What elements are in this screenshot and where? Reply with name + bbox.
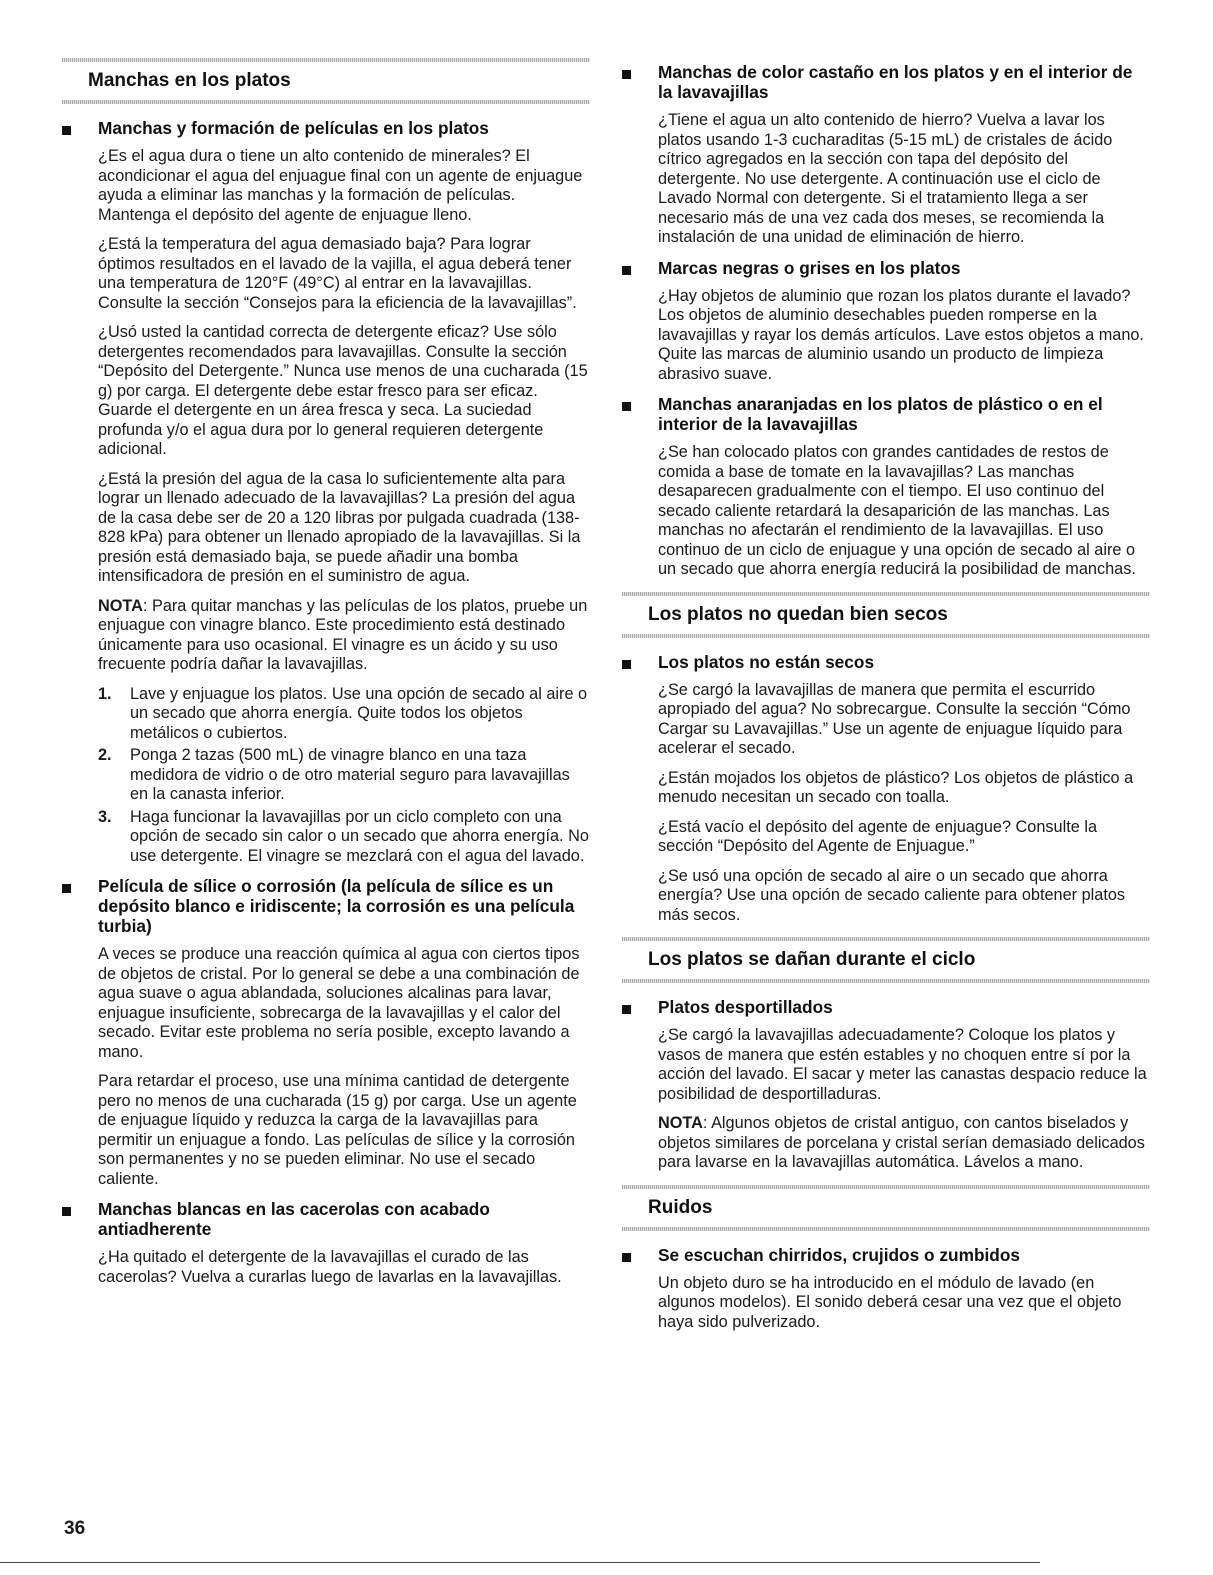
paragraph: ¿Está vacío el depósito del agente de enjuague? Consulte la sección “Depósito del Agente de Enjuague.” [658,817,1097,855]
item-manchas-blancas-cacerolas [62,1199,590,1287]
bullet-square [622,402,631,411]
paragraph: Un objeto duro se ha introducido en el módulo de lavado (en algunos modelos). El sonido deberá cesar una vez que el objeto haya sido pulverizado. [658,1273,1122,1331]
step-number: 2. [98,746,112,764]
page-number: 36 [64,1518,86,1539]
item-platos-no-secos [622,652,1150,926]
item-marcas-negras [622,258,1150,385]
paragraph: ¿Tiene el agua un alto contenido de hierro? Vuelva a lavar los platos usando 1-3 cucharaditas (5-15 mL) de cristales de ácido cítrico agregados en la sección con tapa del depósito del detergente. No use detergente. A continuación use el ciclo de Lavado Normal con detergente. Si el tratamiento llega a ser necesario más de una vez cada dos meses, se recomienda la instalación de una unidad de eliminación de hierro. [658,111,1113,246]
paragraph: ¿Ha quitado el detergente de la lavavajillas el curado de las cacerolas? Vuelva a curarlas luego de lavarlas en la lavavajillas. [98,1248,562,1286]
note-paragraph [98,597,590,675]
note-paragraph [658,1114,1150,1173]
bullet-square [62,126,71,135]
bullet-square [622,70,631,79]
paragraph: ¿Se cargó la lavavajillas adecuadamente? Coloque los platos y vasos de manera que estén estables y no choquen entre sí por la acción del lavado. El sacar y meter las canastas despacio reduce la posibilidad de desportilladuras. [658,1026,1147,1103]
item-title: Manchas y formación de películas en los platos [98,118,489,138]
paragraph: ¿Usó usted la cantidad correcta de detergente eficaz? Use sólo detergentes recomendados para lavavajillas. Consulte la sección “Depósito del Detergente.” Nunca use menos de una cucharada (15 g) por carga. El detergente debe estar fresco para ser eficaz. Guarde el detergente en un área fresca y seca. La suciedad profunda y/o el agua dura por lo general requieren detergente adicional. [98,323,588,458]
paragraph: ¿Se han colocado platos con grandes cantidades de restos de comida a base de tomate en la lavavajillas? Las manchas desaparecen gradualmente con el tiempo. El uso continuo del secado caliente retardará la desaparición de las manchas. Las manchas no afectarán el rendimiento de la lavavajillas. El uso continuo de un ciclo de enjuague y una opción de secado al aire o un secado que ahorra energía reducirá la posibilidad de manchas. [658,443,1136,578]
item-title: Manchas de color castaño en los platos y en el interior de la lavavajillas [658,62,1133,102]
bullet-square [622,660,631,669]
paragraph: ¿Están mojados los objetos de plástico? Los objetos de plástico a menudo necesitan un secado con toalla. [658,768,1134,806]
paragraph: A veces se produce una reacción química al agua con ciertos tipos de objetos de cristal. Por lo general se debe a una combinación de agua suave o agua ablandada, soluciones alcalinas para lavar, enjuague insuficiente, sobrecarga de la lavavajillas y el calor del secado. Evitar este problema no sería posible, excepto lavando a mano. [98,945,580,1061]
item-title: Se escuchan chirridos, crujidos o zumbidos [658,1244,1021,1265]
step-text: Lave y enjuague los platos. Use una opción de secado al aire o un secado que ahorra energía. Quite todos los objetos metálicos o cubiertos. [130,684,588,742]
note-text: : Algunos objetos de cristal antiguo, con cantos biselados y objetos similares de porcelana y cristal serían demasiado delicados para lavarse en la lavavajillas automática. Lávelos a mano. [658,1114,1145,1171]
item-title: Marcas negras o grises en los platos [658,257,961,278]
step-text: Ponga 2 tazas (500 mL) de vinagre blanco en una taza medidora de vidrio o de otro material seguro para lavavajillas en la canasta inferior. [130,746,570,803]
step-item [98,746,590,805]
item-title: Los platos no están secos [658,651,875,672]
section-header-secos [622,592,1150,638]
section-title: Ruidos [648,1196,713,1218]
bullet-square [62,1207,71,1216]
paragraph: ¿Hay objetos de aluminio que rozan los platos durante el lavado? Los objetos de aluminio desechables pueden romperse en la lavavajillas y rayar los demás artículos. Lave estos objetos a mano. Quite las marcas de aluminio usando un producto de limpieza abrasivo suave. [658,286,1144,383]
bottom-divider [0,1562,1040,1563]
item-manchas-peliculas [62,118,590,866]
section-header-ruidos [622,1185,1150,1231]
bullet-square [622,266,631,275]
step-item [98,685,590,744]
left-column [62,58,590,1297]
step-number: 1. [98,684,112,703]
step-number: 3. [98,807,112,826]
paragraph: ¿Está la temperatura del agua demasiado baja? Para lograr óptimos resultados en el lavado de la vajilla, el agua deberá tener una temperatura de 120°F (49°C) al entrar en la lavavajillas. Consulte la sección “Consejos para la eficiencia de la lavavajillas”. [98,235,577,312]
item-manchas-castano [622,62,1150,248]
note-text: : Para quitar manchas y las películas de los platos, pruebe un enjuague con vinagre blanco. Este procedimiento está destinado únicamente para uso ocasional. El vinagre es un ácido y su uso frecuente podría dañar la lavavajillas. [98,596,588,673]
item-platos-desportillados [622,997,1150,1173]
paragraph: ¿Es el agua dura o tiene un alto contenido de minerales? El acondicionar el agua del enjuague final con un agente de enjuague ayuda a eliminar las manchas y la formación de películas. Mantenga el depósito del agente de enjuague lleno. [98,147,583,224]
paragraph: ¿Se cargó la lavavajillas de manera que permita el escurrido apropiado del agua? No sobrecargue. Consulte la sección “Cómo Cargar su Lavavajillas.” Use un agente de enjuague líquido para acelerar el secado. [658,680,1131,757]
paragraph: ¿Se usó una opción de secado al aire o un secado que ahorra energía? Use una opción de secado caliente para obtener platos más secos. [658,866,1126,924]
step-item [98,808,590,867]
bullet-square [62,884,71,893]
item-manchas-anaranjadas [622,394,1150,580]
bullet-square [622,1253,631,1262]
section-title: Manchas en los platos [88,70,291,91]
note-label: NOTA [98,596,143,615]
paragraph: Para retardar el proceso, use una mínima cantidad de detergente pero no menos de una cucharada (15 g) por carga. Use un agente de enjuague líquido y reduzca la carga de la lavavajillas para permitir un enjuague a fondo. Las películas de sílice y la corrosión son permanentes y no se pueden eliminar. No use el secado caliente. [98,1072,577,1188]
item-title: Platos desportillados [658,997,833,1017]
bullet-square [622,1005,631,1014]
right-column [622,62,1150,1342]
section-title: Los platos no quedan bien secos [648,603,948,625]
section-title: Los platos se dañan durante el ciclo [648,949,976,970]
section-header-danan [622,937,1150,983]
item-silice-corrosion [62,876,590,1189]
steps-list [98,685,590,867]
section-header-manchas [62,58,590,104]
step-text: Haga funcionar la lavavajillas por un ciclo completo con una opción de secado sin calor o un secado que ahorra energía. No use detergente. El vinagre se mezclará con el agua del lavado. [130,807,589,865]
item-chirridos [622,1245,1150,1333]
paragraph: ¿Está la presión del agua de la casa lo suficientemente alta para lograr un llenado adecuado de la lavavajillas? La presión del agua de la casa debe ser de 20 a 120 libras por pulgada cuadrada (138-828 kPa) para obtener un llenado apropiado de la lavavajillas. Si la presión está demasiado baja, se puede añadir una bomba intensificadora de presión en el suministro de agua. [98,469,581,585]
item-title: Manchas blancas en las cacerolas con acabado antiadherente [98,1199,490,1239]
note-label: NOTA [658,1114,703,1132]
item-title: Manchas anaranjadas en los platos de plástico o en el interior de la lavavajillas [658,394,1103,434]
item-title: Película de sílice o corrosión (la película de sílice es un depósito blanco e iridiscente; la corrosión es una película turbia) [98,876,575,936]
